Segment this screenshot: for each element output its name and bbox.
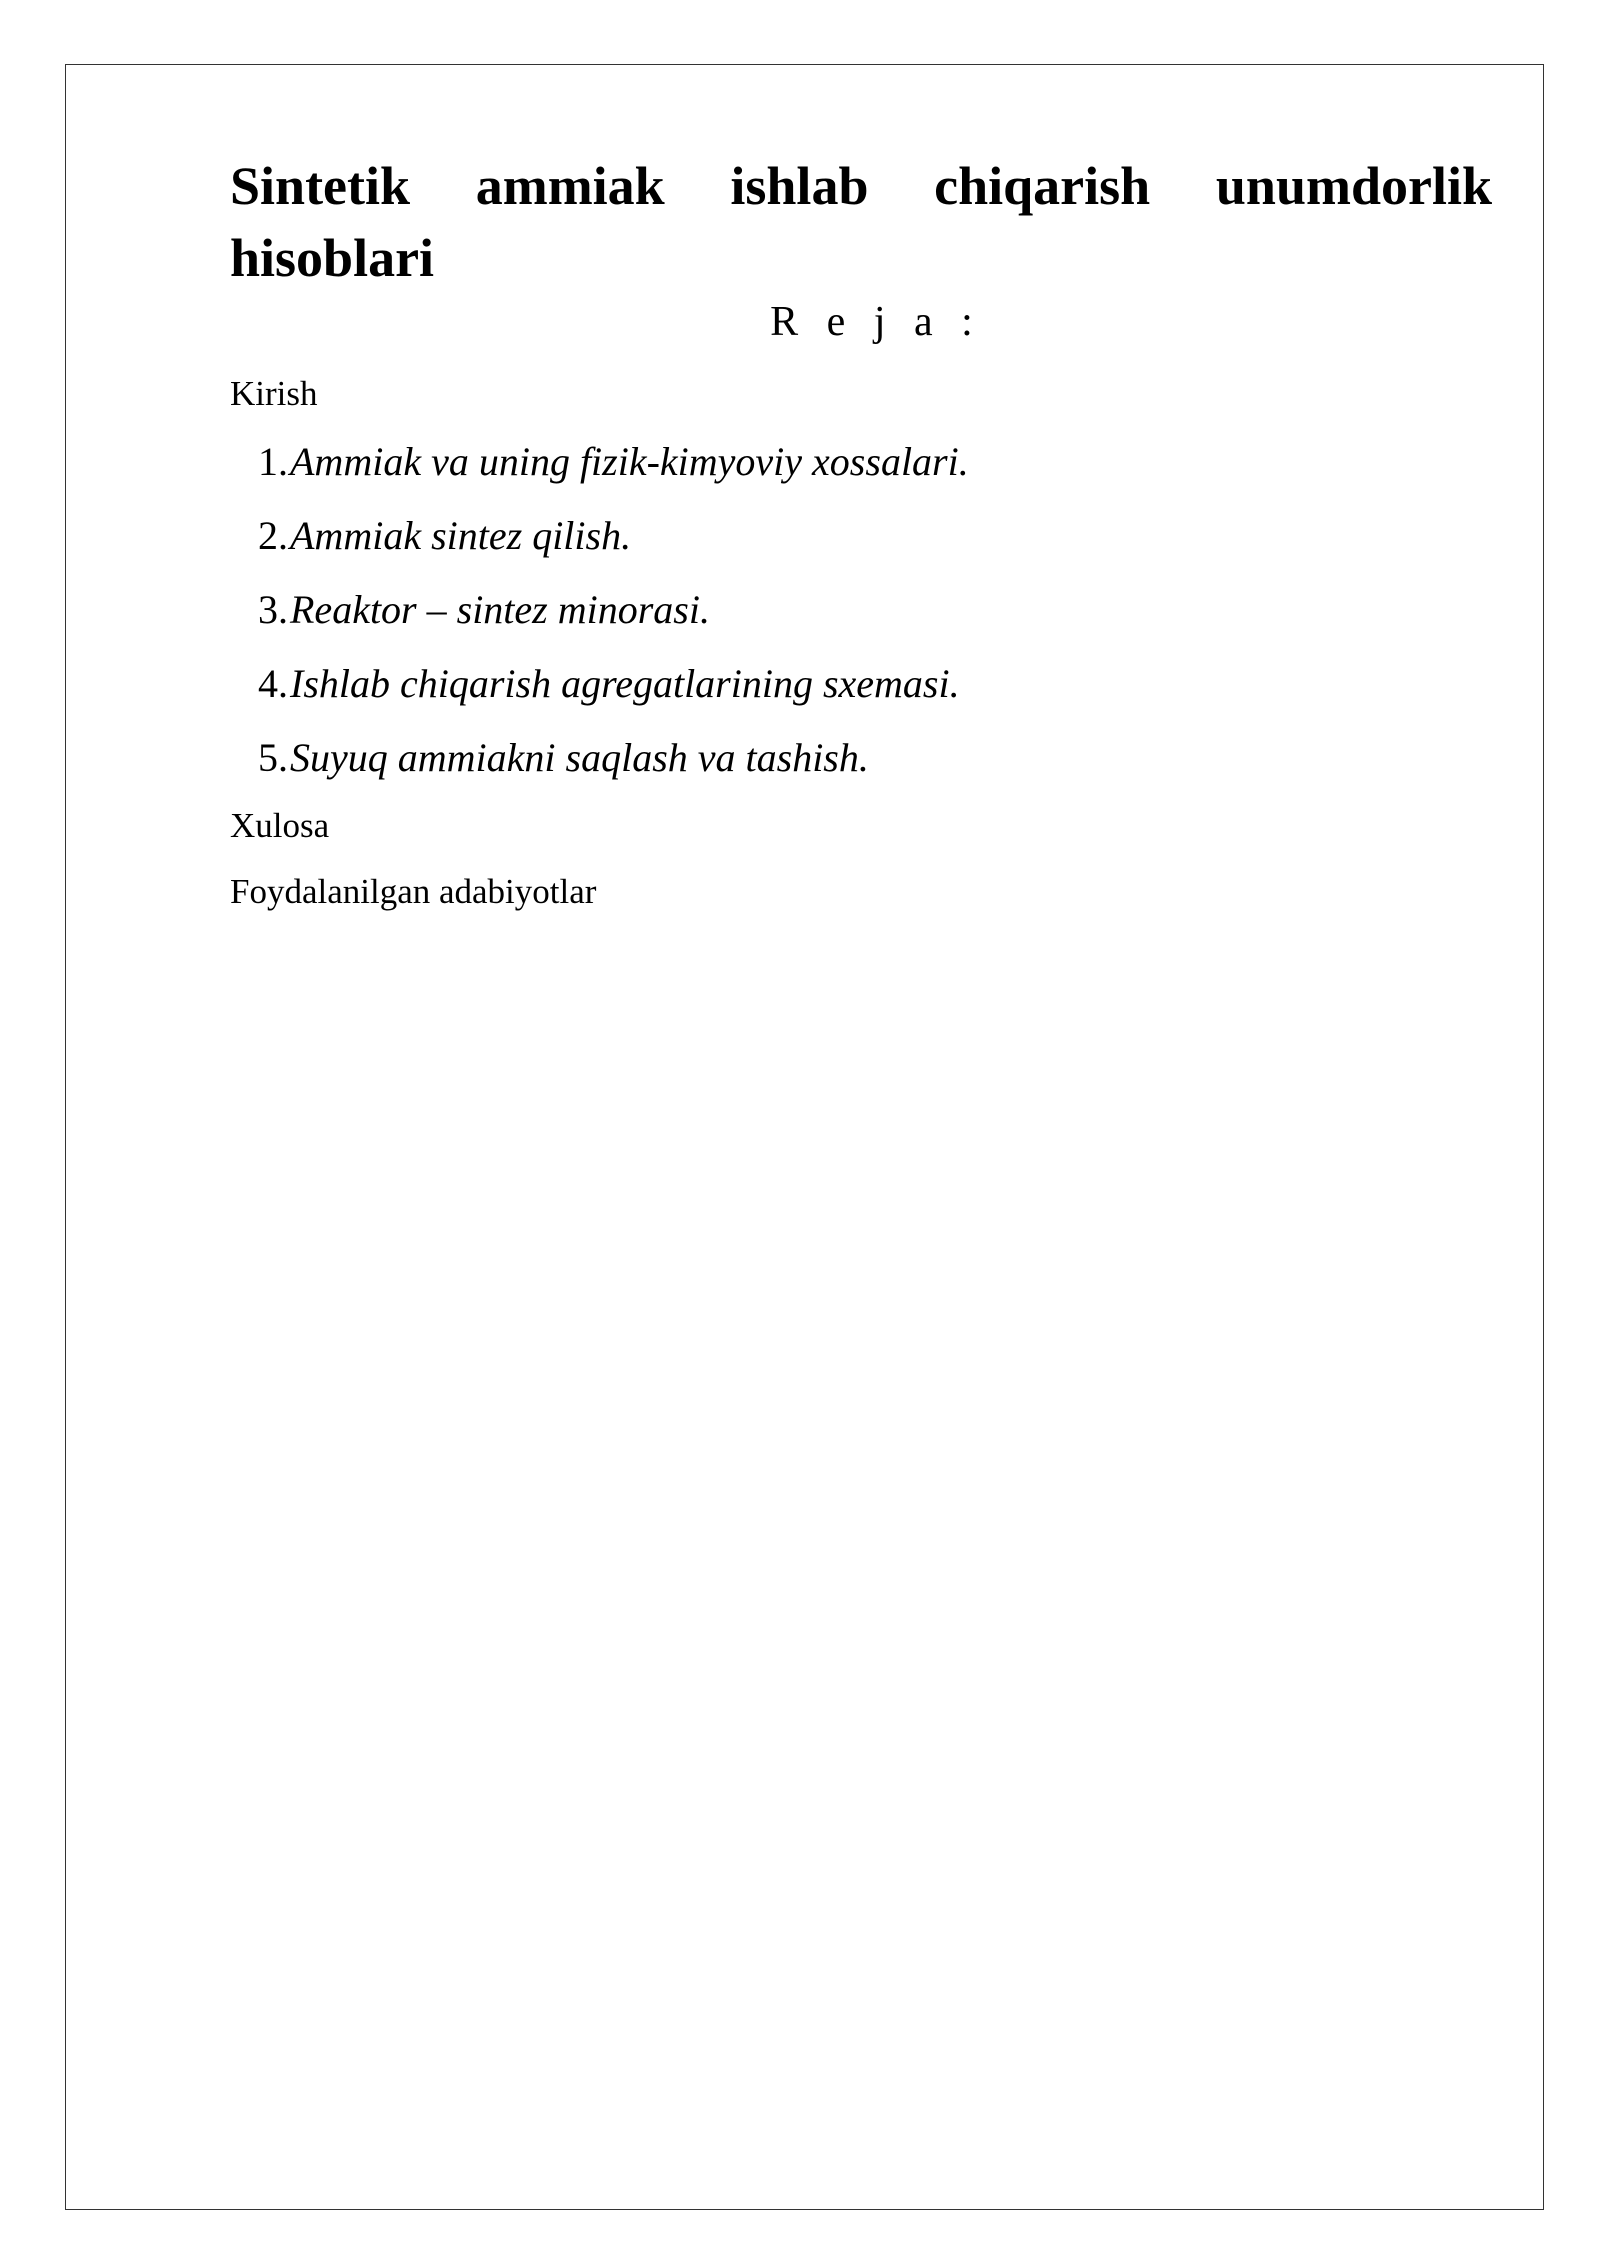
plan-item xyxy=(230,658,1492,710)
plan-item xyxy=(230,436,1492,488)
plan-item-text: Ammiak va uning fizik-kimyoviy xossalari. xyxy=(290,439,969,484)
plan-item-number: 1. xyxy=(258,439,288,484)
plan-item-number: 4. xyxy=(258,661,288,706)
document-title: Sintetik ammiak ishlab chiqarish unumdorlik hisoblari xyxy=(230,156,1492,288)
conclusion-label: Xulosa xyxy=(230,806,330,845)
plan-list xyxy=(230,436,1492,784)
plan-item-number: 5. xyxy=(258,735,288,780)
plan-heading: R e j a : xyxy=(770,299,982,345)
page-content xyxy=(230,150,1492,914)
plan-item xyxy=(230,510,1492,562)
plan-item-text: Reaktor – sintez minorasi. xyxy=(290,587,710,632)
plan-item-number: 2. xyxy=(258,513,288,558)
plan-item-text: Suyuq ammiakni saqlash va tashish. xyxy=(290,735,869,780)
plan-item-text: Ammiak sintez qilish. xyxy=(290,513,632,558)
intro-label: Kirish xyxy=(230,374,318,413)
references-label: Foydalanilgan adabiyotlar xyxy=(230,872,597,911)
plan-item-text: Ishlab chiqarish agregatlarining sxemasi. xyxy=(290,661,960,706)
plan-item-number: 3. xyxy=(258,587,288,632)
plan-item xyxy=(230,584,1492,636)
plan-item xyxy=(230,732,1492,784)
